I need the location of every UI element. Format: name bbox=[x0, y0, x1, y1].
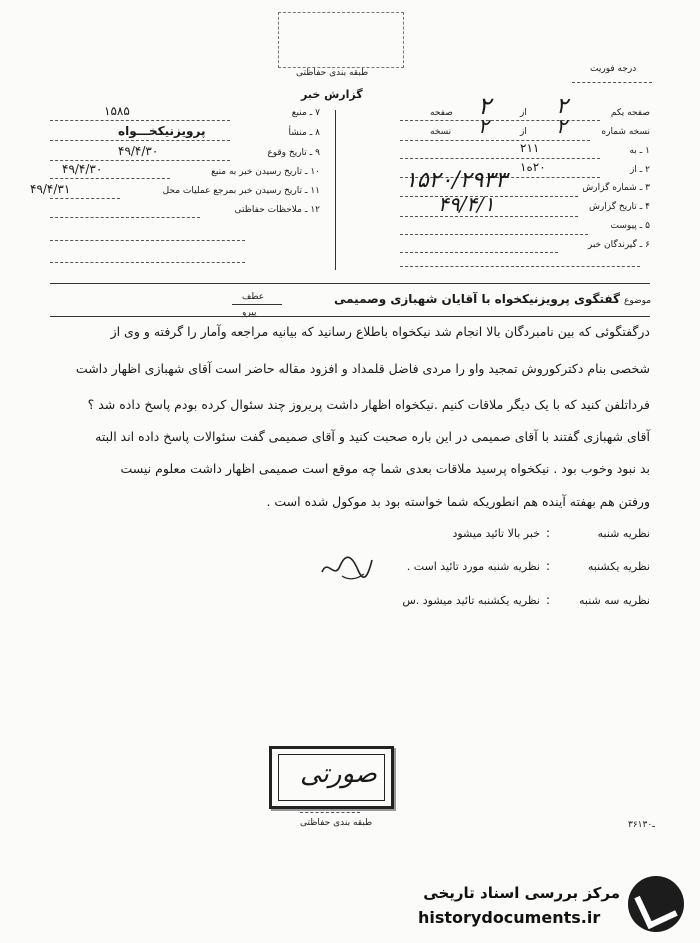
subject-bottom-rule bbox=[50, 316, 650, 317]
subject-text: گفتگوی پرویزنیکخواه با آقایان شهبازی وصمیمی bbox=[333, 292, 620, 306]
opinion-label: نظریه سه شنبه bbox=[579, 594, 650, 607]
field-mid2: نسخه bbox=[430, 127, 452, 137]
field-value: ۱۵۸۵ bbox=[104, 104, 130, 118]
field-line bbox=[400, 158, 600, 159]
opinion-colon: : bbox=[546, 526, 551, 540]
field-line bbox=[50, 217, 200, 218]
signature-icon bbox=[318, 550, 376, 584]
field-label: ۱ ـ به bbox=[629, 146, 650, 156]
body-line: بد نبود وخوب بود . نیکخواه پرسید ملاقات بعدی شما چه موقع است صمیمی اظهار داشت معلوم نیست bbox=[120, 461, 650, 476]
form-code: ۳۶ـ۱۳۰ bbox=[628, 820, 655, 830]
field-value: ۲ bbox=[556, 94, 568, 119]
field-value: ۴۹/۴/۳۰ bbox=[118, 144, 159, 158]
field-value-handwritten: ۲ bbox=[478, 114, 489, 138]
field-value: پرویزنیکخـــواه bbox=[118, 124, 206, 138]
subject-top-rule bbox=[50, 283, 650, 284]
field-line bbox=[400, 140, 590, 141]
subject-note-top: عطف bbox=[242, 292, 265, 302]
classification-bottom-label: طبقه بندی حفاظتی bbox=[300, 818, 373, 828]
subject-note-bottom: پیرو bbox=[242, 308, 257, 318]
field-value-handwritten: ۴۹/۴/۱ bbox=[438, 192, 495, 216]
field-label: ۱۱ ـ تاریخ رسیدن خبر بمرجع عملیات محل bbox=[162, 186, 320, 196]
stamp-box bbox=[269, 746, 394, 809]
field-value: ۲۰ه۱ bbox=[520, 160, 546, 174]
opinion-text: خبر بالا تائید میشود bbox=[452, 527, 540, 540]
field-label: ۸ ـ منشأ bbox=[288, 128, 320, 138]
field-label: ۱۲ ـ ملاحظات حفاظتی bbox=[234, 205, 320, 215]
opinion-text: نظریه یکشنبه تائید میشود .س bbox=[402, 594, 540, 607]
field-line bbox=[400, 234, 588, 235]
field-mid: از bbox=[520, 108, 527, 118]
field-label: ۶ ـ گیرندگان خبر bbox=[587, 240, 650, 250]
opinion-colon: : bbox=[546, 559, 551, 573]
body-line: فرداتلفن کنید که با یک دیگر ملاقات کنیم .نیکخواه اظهار داشت پریروز چند سئوال کرده بودم پاسخ داده شد ؟ bbox=[87, 397, 650, 412]
classification-box-top bbox=[278, 12, 404, 68]
field-label: ۹ ـ تاریخ وقوع bbox=[267, 148, 320, 158]
body-line: درگفتگوئی که بین نامبردگان بالا انجام شد نیکخواه باطلاع رسانید که بیانیه مراجعه وآمار را گرفته و وی از bbox=[110, 324, 650, 339]
field-value-handwritten: ۱۵۲۰/۲۹۳۳ bbox=[405, 168, 507, 193]
field-line bbox=[400, 120, 600, 121]
body-line: ورفتن هم بهفته آینده هم انطوریکه شما خواسته بود بد موکول شده است . bbox=[266, 494, 650, 509]
field-line bbox=[50, 198, 120, 199]
divider-line bbox=[335, 110, 336, 270]
field-line bbox=[50, 140, 230, 141]
field-label: ۷ ـ منبع bbox=[291, 108, 320, 118]
opinion-text: نظریه شنبه مورد تائید است . bbox=[406, 560, 540, 573]
watermark-title: مرکز بررسی اسناد تاریخی bbox=[423, 884, 620, 902]
priority-line bbox=[572, 82, 652, 83]
field-mid: از bbox=[520, 127, 527, 137]
opinion-label: نظریه شنبه bbox=[597, 527, 650, 540]
field-label: ۴ ـ تاریخ گزارش bbox=[588, 202, 650, 212]
field-line bbox=[400, 216, 578, 217]
field-line bbox=[50, 240, 245, 241]
subject-label: موضوع bbox=[624, 296, 652, 306]
field-value: ۴۹/۴/۳۱ bbox=[30, 182, 71, 196]
watermark-url: historydocuments.ir bbox=[418, 908, 601, 927]
field-label: نسخه شماره bbox=[601, 127, 650, 137]
classification-top-label: طبقه بندی حفاظتی bbox=[296, 68, 369, 78]
field-line bbox=[400, 252, 558, 253]
field-label: ۱۰ ـ تاریخ رسیدن خبر به منبع bbox=[211, 167, 320, 177]
stamp-underline bbox=[300, 812, 360, 813]
field-label: صفحه یکم bbox=[610, 108, 650, 118]
field-value: ۲۱۱ bbox=[520, 141, 540, 155]
field-value: ۴۹/۴/۳۰ bbox=[62, 162, 103, 176]
archive-logo-icon bbox=[628, 876, 684, 932]
opinion-label: نظریه یکشنبه bbox=[587, 560, 650, 573]
body-line: آقای شهبازی گفتند با آقای صمیمی در این باره صحبت کنید و آقای صمیمی گفت سئوالات پاسخ داده اند البته bbox=[95, 429, 650, 444]
field-line bbox=[50, 178, 170, 179]
opinion-colon: : bbox=[546, 593, 551, 607]
field-label: ۲ ـ از bbox=[629, 165, 650, 175]
field-line bbox=[50, 160, 230, 161]
priority-label: درجه فوریت bbox=[590, 64, 637, 74]
field-value-handwritten: ۲ bbox=[478, 92, 491, 120]
report-title: گزارش خبر bbox=[301, 88, 363, 101]
stamp-text: صورتی bbox=[300, 759, 377, 789]
subject-note-rule bbox=[232, 304, 282, 305]
field-line bbox=[50, 120, 230, 121]
field-value: ۲ bbox=[556, 114, 567, 138]
field-line bbox=[50, 262, 245, 263]
field-label: ۵ ـ پیوست bbox=[610, 221, 650, 231]
field-mid2: صفحه bbox=[430, 108, 453, 118]
field-label: ۳ ـ شماره گزارش bbox=[582, 183, 650, 193]
field-line bbox=[400, 266, 640, 267]
body-line: شخصی بنام دکترکوروش تمجید واو را مردی فاضل قلمداد و افزود مقاله حاضر است آقای شهبازی اظهار داشت bbox=[75, 361, 650, 376]
